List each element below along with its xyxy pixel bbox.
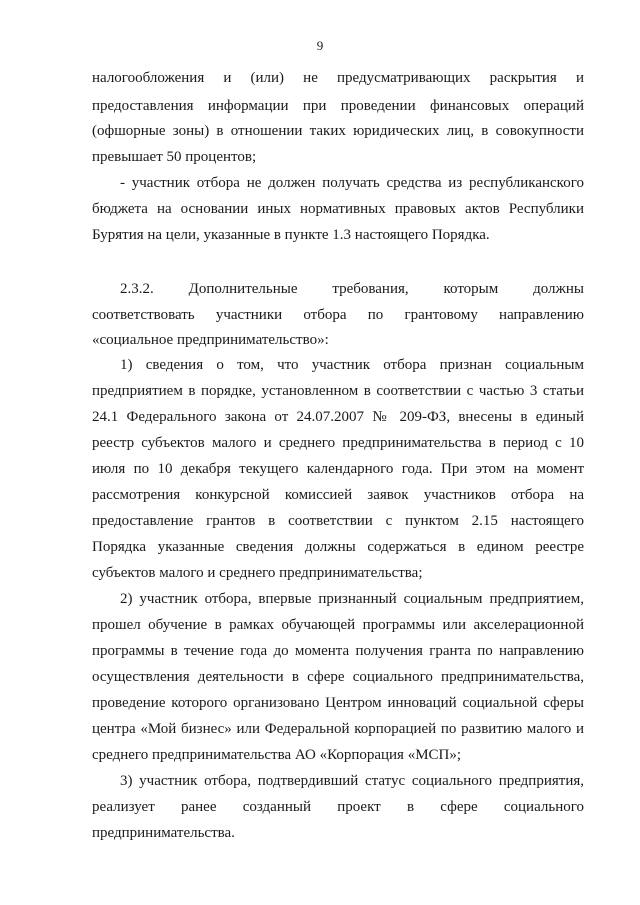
text-line: «социальное предпринимательство»: (92, 332, 329, 348)
text-line: - участник отбора не должен получать средства из республиканского (120, 175, 584, 191)
text-line: соответствовать участники отбора по грантовому направлению (92, 307, 584, 323)
page-number: 9 (316, 38, 324, 53)
text-line: предприятием в порядке, установленном в соответствии с частью 3 статьи (92, 383, 584, 399)
text-line: предпринимательства. (92, 825, 235, 841)
text-line: 3) участник отбора, подтвердивший статус социального предприятия, (120, 773, 584, 789)
text-line: Порядка указанные сведения должны содержаться в едином реестре (92, 539, 584, 555)
text-line: предоставления информации при проведении финансовых операций (92, 98, 584, 114)
text-line: центра «Мой бизнес» или Федеральной корпорацией по развитию малого и (92, 721, 584, 737)
text-line: бюджета на основании иных нормативных правовых актов Республики (92, 201, 584, 217)
text-line: прошел обучение в рамках обучающей программы или акселерационной (92, 617, 584, 633)
text-line: налогообложения и (или) не предусматривающих раскрытия и (92, 70, 584, 86)
text-line: 2) участник отбора, впервые признанный социальным предприятием, (120, 591, 584, 607)
section-heading-line: 2.3.2. Дополнительные требования, которым должны (120, 281, 584, 297)
text-line: Бурятия на цели, указанные в пункте 1.3 настоящего Порядка. (92, 227, 490, 243)
text-line: (офшорные зоны) в отношении таких юридических лиц, в совокупности (92, 123, 584, 139)
text-line: предоставление грантов в соответствии с пунктом 2.15 настоящего (92, 513, 584, 529)
text-line: проведение которого организовано Центром инноваций социальной сферы (92, 695, 584, 711)
text-line: среднего предпринимательства АО «Корпорация «МСП»; (92, 747, 462, 763)
text-line: превышает 50 процентов; (92, 149, 257, 165)
text-line: программы в течение года до момента получения гранта по направлению (92, 643, 584, 659)
text-line: реестр субъектов малого и среднего предпринимательства в период с 10 (92, 435, 584, 451)
text-line: реализует ранее созданный проект в сфере социального (92, 799, 584, 815)
text-line: субъектов малого и среднего предпринимательства; (92, 565, 423, 581)
text-line: 1) сведения о том, что участник отбора признан социальным (120, 357, 584, 373)
text-line: июля по 10 декабря текущего календарного года. При этом на момент (92, 461, 584, 477)
text-line: рассмотрения конкурсной комиссией заявок участников отбора на (92, 487, 584, 503)
text-line: 24.1 Федерального закона от 24.07.2007 № 209-ФЗ, внесены в единый (92, 409, 584, 425)
text-line: осуществления деятельности в сфере социального предпринимательства, (92, 669, 584, 685)
